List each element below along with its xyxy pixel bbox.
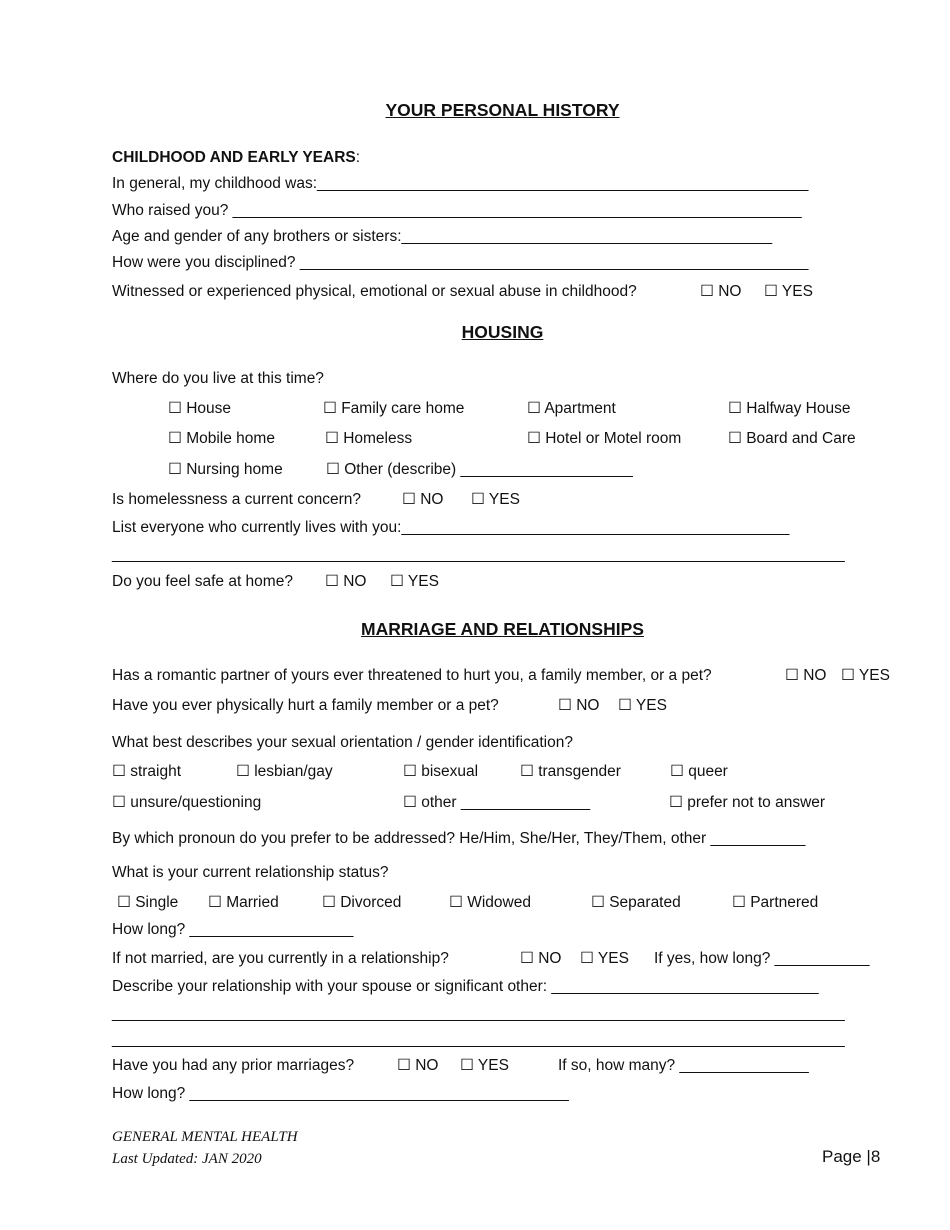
- childhood-general-question[interactable]: In general, my childhood was:_________________________________________________________: [112, 175, 809, 192]
- unsure-questioning-checkbox[interactable]: ☐ unsure/questioning: [112, 794, 262, 811]
- partner-threat-no-checkbox[interactable]: ☐ NO: [785, 667, 827, 684]
- safe-yes-checkbox[interactable]: ☐ YES: [390, 573, 439, 590]
- straight-checkbox[interactable]: ☐ straight: [112, 763, 182, 780]
- transgender-checkbox[interactable]: ☐ transgender: [520, 763, 621, 780]
- prefer-not-to-answer-checkbox[interactable]: ☐ prefer not to answer: [669, 794, 826, 811]
- apartment-checkbox[interactable]: ☐ Apartment: [527, 400, 616, 417]
- lives-with-question[interactable]: List everyone who currently lives with you:_____________________________________________: [112, 519, 790, 536]
- childhood-heading: [112, 148, 360, 168]
- safe-at-home-question: Do you feel safe at home?: [112, 573, 293, 590]
- queer-checkbox[interactable]: ☐ queer: [670, 763, 728, 780]
- prior-marriages-count-field[interactable]: If so, how many? _______________: [558, 1057, 809, 1074]
- prior-marriages-question: Have you had any prior marriages?: [112, 1057, 355, 1074]
- childhood-heading-text: CHILDHOOD AND EARLY YEARS: [112, 149, 356, 166]
- partner-threat-question: Has a romantic partner of yours ever threatened to hurt you, a family member, or a pet?: [112, 667, 712, 684]
- prior-marriages-how-long-field[interactable]: How long? ____________________________________________: [112, 1085, 569, 1102]
- prior-marriages-yes-checkbox[interactable]: ☐ YES: [460, 1057, 509, 1074]
- marriage-heading: MARRIAGE AND RELATIONSHIPS: [361, 619, 644, 639]
- homelessness-question: Is homelessness a current concern?: [112, 491, 361, 508]
- abuse-question: Witnessed or experienced physical, emotional or sexual abuse in childhood?: [112, 283, 637, 300]
- widowed-checkbox[interactable]: ☐ Widowed: [449, 894, 531, 911]
- hotel-motel-checkbox[interactable]: ☐ Hotel or Motel room: [527, 430, 682, 447]
- status-how-long-field[interactable]: How long? ___________________: [112, 921, 354, 938]
- relationship-how-long-field[interactable]: If yes, how long? ___________: [654, 950, 870, 967]
- page-title: YOUR PERSONAL HISTORY: [385, 100, 620, 120]
- siblings-question[interactable]: Age and gender of any brothers or sisters:___________________________________________: [112, 228, 773, 245]
- in-relationship-question: If not married, are you currently in a relationship?: [112, 950, 449, 967]
- divorced-checkbox[interactable]: ☐ Divorced: [322, 894, 402, 911]
- family-care-home-checkbox[interactable]: ☐ Family care home: [323, 400, 465, 417]
- halfway-house-checkbox[interactable]: ☐ Halfway House: [728, 400, 851, 417]
- partner-threat-yes-checkbox[interactable]: ☐ YES: [841, 667, 890, 684]
- page-number: Page |8: [822, 1147, 881, 1166]
- house-checkbox[interactable]: ☐ House: [168, 400, 232, 417]
- other-orientation-checkbox[interactable]: ☐ other _______________: [403, 794, 591, 811]
- other-residence-checkbox[interactable]: ☐ Other (describe) ____________________: [326, 461, 633, 478]
- childhood-heading-colon: :: [355, 149, 361, 166]
- bisexual-checkbox[interactable]: ☐ bisexual: [403, 763, 479, 780]
- orientation-question: What best describes your sexual orientation / gender identification?: [112, 734, 573, 751]
- footer-last-updated: Last Updated: JAN 2020: [112, 1151, 262, 1167]
- footer-document-name: GENERAL MENTAL HEALTH: [112, 1129, 298, 1145]
- relationship-status-question: What is your current relationship status?: [112, 864, 389, 881]
- married-checkbox[interactable]: ☐ Married: [208, 894, 279, 911]
- who-raised-question[interactable]: Who raised you? __________________________________________________________________: [112, 202, 802, 219]
- board-and-care-checkbox[interactable]: ☐ Board and Care: [728, 430, 856, 447]
- safe-no-checkbox[interactable]: ☐ NO: [325, 573, 367, 590]
- housing-heading: HOUSING: [461, 322, 544, 342]
- residence-question: Where do you live at this time?: [112, 370, 324, 387]
- in-relationship-no-checkbox[interactable]: ☐ NO: [520, 950, 562, 967]
- abuse-no-checkbox[interactable]: ☐ NO: [700, 283, 742, 300]
- homeless-checkbox[interactable]: ☐ Homeless: [325, 430, 413, 447]
- describe-relationship-question[interactable]: Describe your relationship with your spouse or significant other: _______________________________: [112, 978, 819, 995]
- separated-checkbox[interactable]: ☐ Separated: [591, 894, 681, 911]
- nursing-home-checkbox[interactable]: ☐ Nursing home: [168, 461, 283, 478]
- abuse-yes-checkbox[interactable]: ☐ YES: [764, 283, 813, 300]
- homelessness-yes-checkbox[interactable]: ☐ YES: [471, 491, 520, 508]
- homelessness-no-checkbox[interactable]: ☐ NO: [402, 491, 444, 508]
- physical-hurt-no-checkbox[interactable]: ☐ NO: [558, 697, 600, 714]
- lesbian-gay-checkbox[interactable]: ☐ lesbian/gay: [236, 763, 333, 780]
- prior-marriages-no-checkbox[interactable]: ☐ NO: [397, 1057, 439, 1074]
- in-relationship-yes-checkbox[interactable]: ☐ YES: [580, 950, 629, 967]
- physical-hurt-question: Have you ever physically hurt a family member or a pet?: [112, 697, 499, 714]
- describe-relationship-line-1[interactable]: _____________________________________________________________________________________: [112, 1005, 845, 1022]
- describe-relationship-line-2[interactable]: _____________________________________________________________________________________: [112, 1031, 845, 1048]
- lives-with-line[interactable]: _____________________________________________________________________________________: [112, 546, 845, 563]
- physical-hurt-yes-checkbox[interactable]: ☐ YES: [618, 697, 667, 714]
- single-checkbox[interactable]: ☐ Single: [117, 894, 179, 911]
- partnered-checkbox[interactable]: ☐ Partnered: [732, 894, 819, 911]
- pronoun-question[interactable]: By which pronoun do you prefer to be addressed? He/Him, She/Her, They/Them, other ___________: [112, 830, 806, 847]
- discipline-question[interactable]: How were you disciplined? ___________________________________________________________: [112, 254, 809, 271]
- mobile-home-checkbox[interactable]: ☐ Mobile home: [168, 430, 275, 447]
